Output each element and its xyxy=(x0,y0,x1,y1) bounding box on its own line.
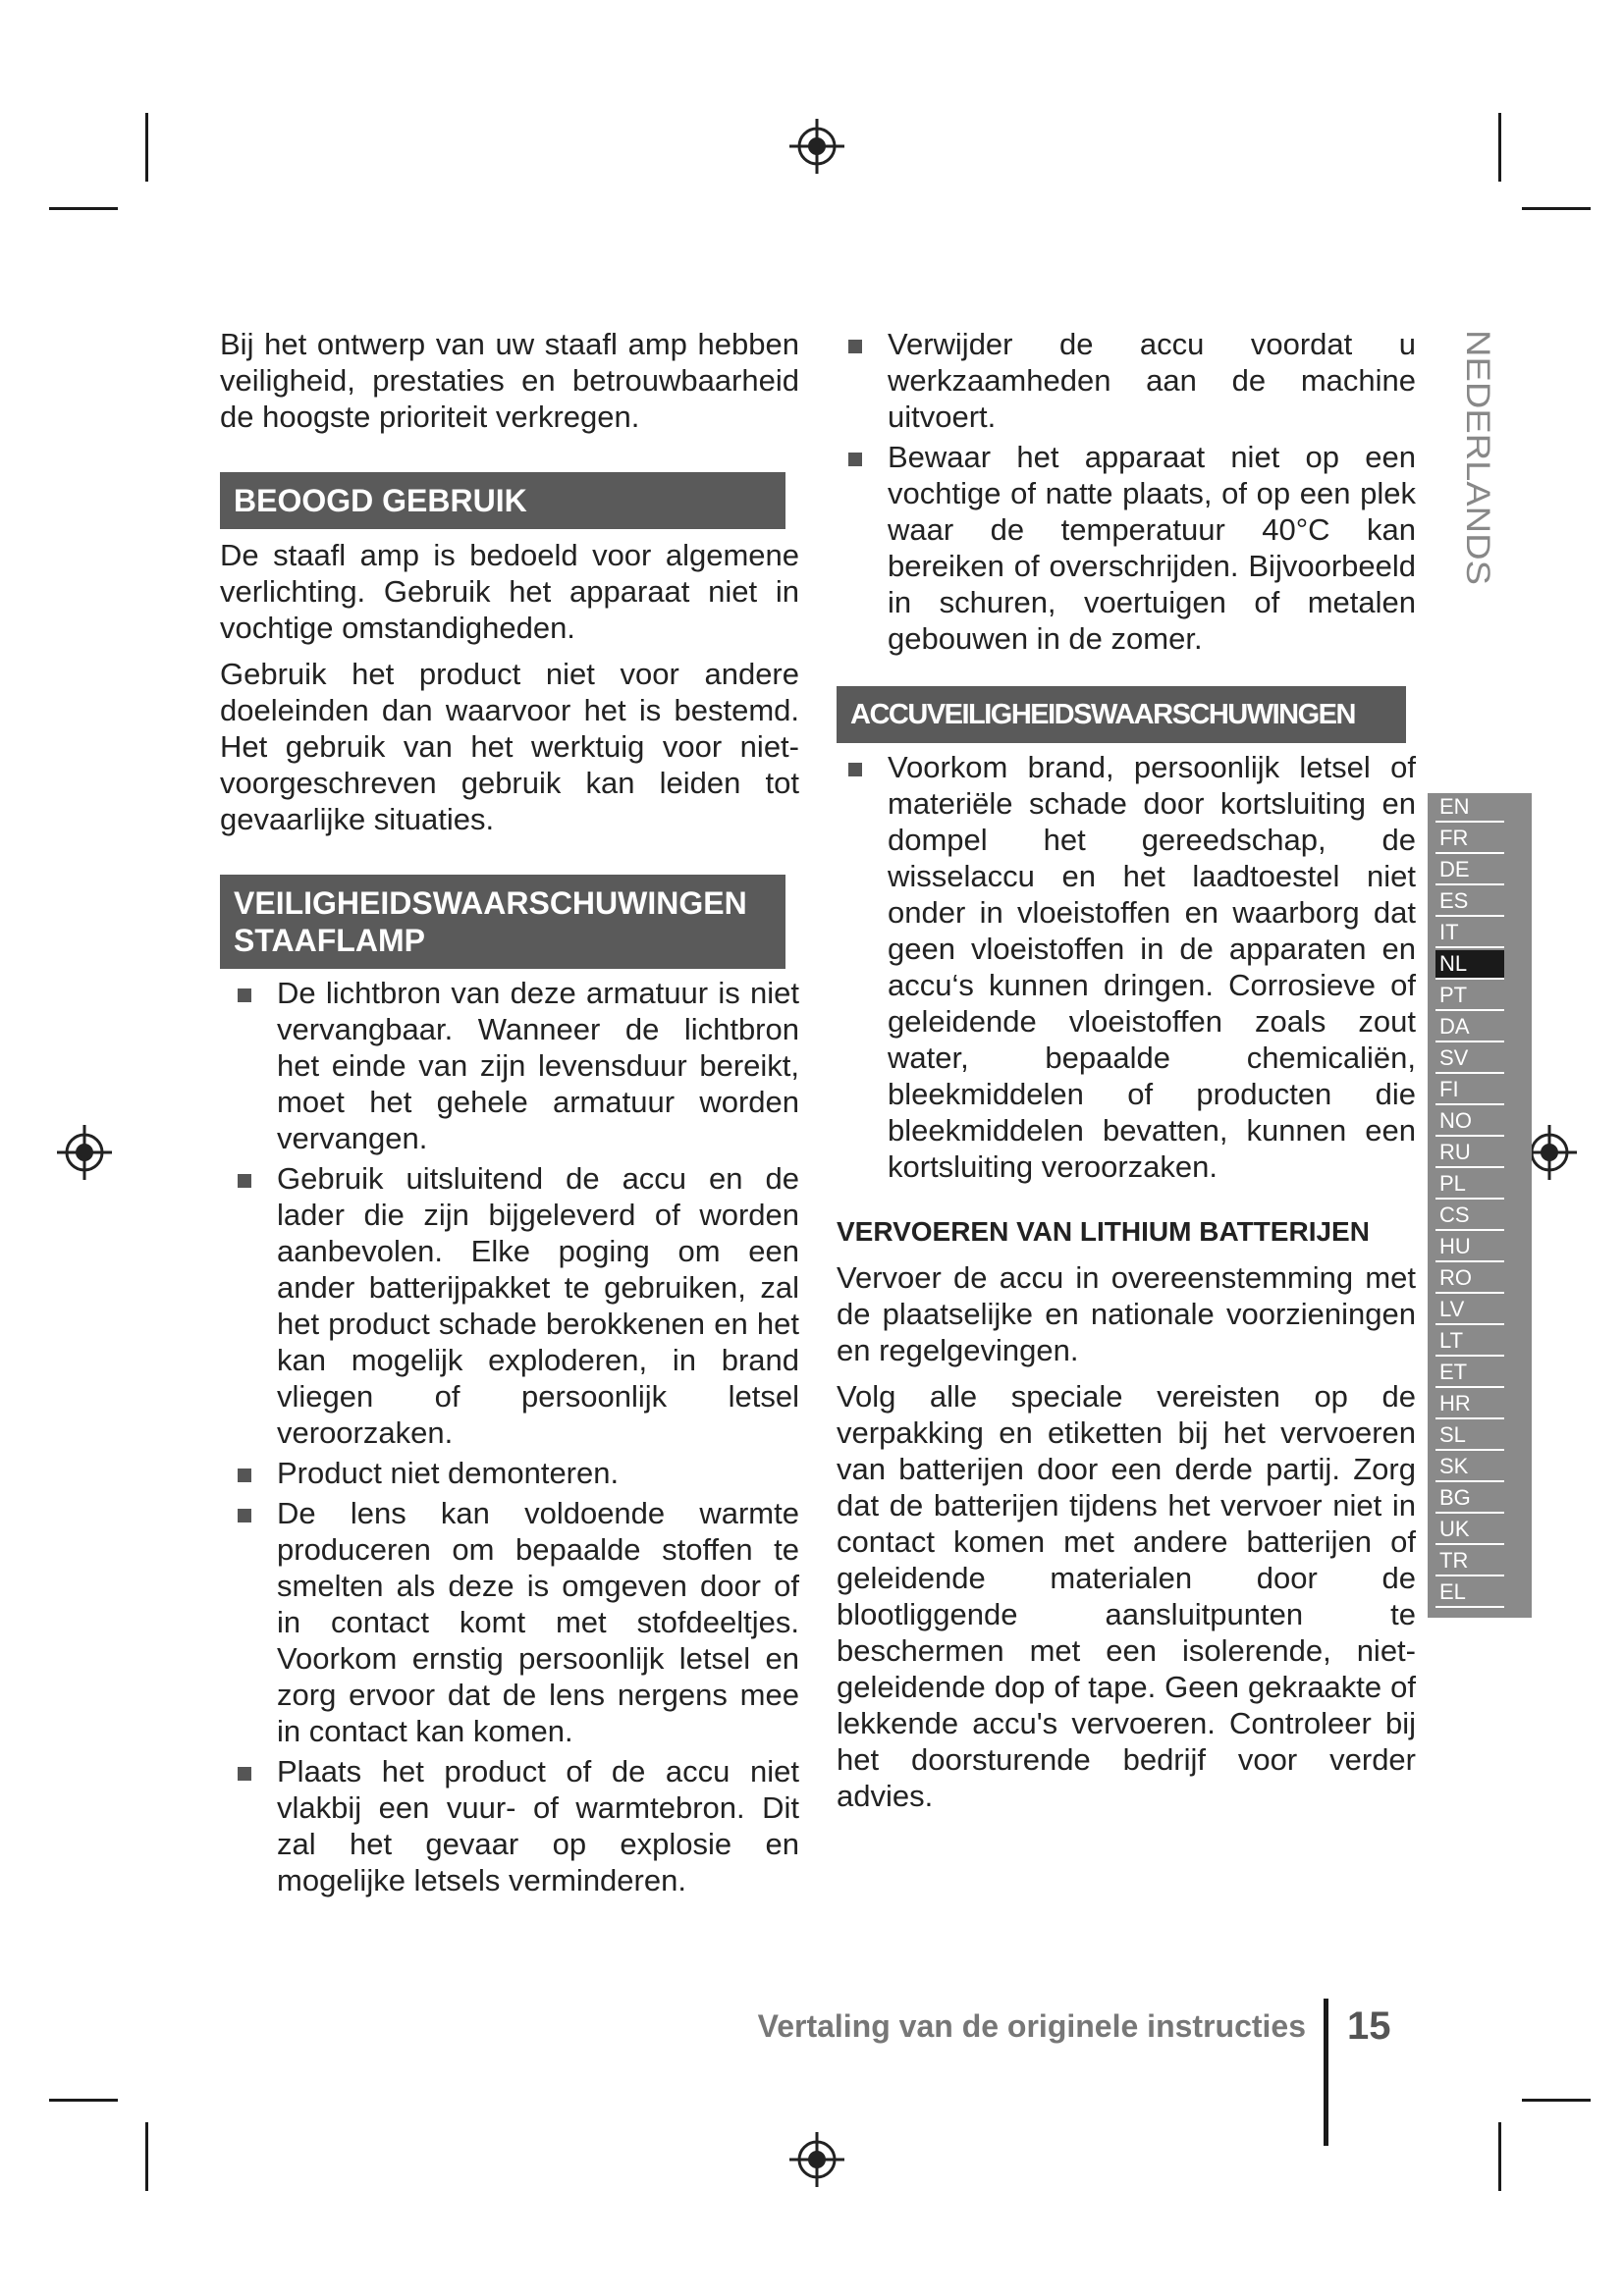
left-column xyxy=(220,326,799,1902)
list-item xyxy=(226,1455,799,1491)
intended-use-paragraph: Gebruik het product niet voor andere doeleinden dan waarvoor het is bestemd. Het gebruik van het werktuig voor niet-voorgeschreven gebruik kan leiden tot gevaarlijke situaties. xyxy=(220,657,799,836)
language-tab-hr[interactable]: HR xyxy=(1435,1390,1504,1419)
lamp-safety-heading xyxy=(220,875,785,969)
language-tab-sv[interactable]: SV xyxy=(1435,1044,1504,1074)
crop-mark xyxy=(1498,2122,1501,2191)
language-tab-ro[interactable]: RO xyxy=(1435,1264,1504,1294)
language-tab-pt[interactable]: PT xyxy=(1435,982,1504,1011)
language-tab-el[interactable]: EL xyxy=(1435,1578,1504,1608)
list-item xyxy=(226,1160,799,1451)
list-item-text: Verwijder de accu voordat u werkzaamheden aan de machine uitvoert. xyxy=(888,327,1416,434)
language-tab-uk[interactable]: UK xyxy=(1435,1516,1504,1545)
list-item xyxy=(837,749,1416,1185)
language-tab-no[interactable]: NO xyxy=(1435,1107,1504,1137)
transport-heading: VERVOEREN VAN LITHIUM BATTERIJEN xyxy=(837,1216,1370,1247)
page-number: 15 xyxy=(1347,2004,1391,2048)
language-tab-lt[interactable]: LT xyxy=(1435,1327,1504,1357)
list-item xyxy=(226,975,799,1156)
language-tab-de[interactable]: DE xyxy=(1435,856,1504,885)
list-item xyxy=(837,326,1416,435)
transport-paragraph: Vervoer de accu in overeenstemming met de plaatselijke en nationale voorzieningen en regelgevingen. xyxy=(837,1260,1416,1367)
language-tab-it[interactable]: IT xyxy=(1435,919,1504,948)
list-item-text: Bewaar het apparaat niet op een vochtige of natte plaats, of op een plek waar de temperatuur 40°C kan bereiken of overschrijden. Bijvoorbeeld in schuren, voertuigen of metalen gebouwen in de zomer. xyxy=(888,440,1416,656)
language-tab-hu[interactable]: HU xyxy=(1435,1233,1504,1262)
list-item xyxy=(226,1753,799,1898)
bullet-square-icon xyxy=(848,763,862,776)
intended-use-paragraph: De staafl amp is bedoeld voor algemene verlichting. Gebruik het apparaat niet in vochtige omstandigheden. xyxy=(220,538,799,645)
language-tab-lv[interactable]: LV xyxy=(1435,1296,1504,1325)
battery-safety-heading: ACCUVEILIGHEIDSWAARSCHUWINGEN xyxy=(837,686,1406,743)
bullet-square-icon xyxy=(238,1174,251,1188)
language-tab-sl[interactable]: SL xyxy=(1435,1421,1504,1451)
crop-mark xyxy=(145,113,148,182)
right-column xyxy=(837,326,1416,1824)
language-tab-bg[interactable]: BG xyxy=(1435,1484,1504,1514)
lamp-safety-heading-line2: STAAFLAMP xyxy=(234,923,425,958)
language-tab-et[interactable]: ET xyxy=(1435,1359,1504,1388)
language-label xyxy=(1432,330,1496,595)
language-tab-sk[interactable]: SK xyxy=(1435,1453,1504,1482)
language-tab-pl[interactable]: PL xyxy=(1435,1170,1504,1200)
language-tab-da[interactable]: DA xyxy=(1435,1013,1504,1042)
intro-paragraph: Bij het ontwerp van uw staafl amp hebben veiligheid, prestaties en betrouwbaarheid de hoogste prioriteit verkregen. xyxy=(220,327,799,434)
crop-mark xyxy=(49,207,118,210)
language-label-text: NEDERLANDS xyxy=(1459,330,1496,559)
bullet-square-icon xyxy=(848,340,862,353)
list-item-text: Voorkom brand, persoonlijk letsel of materiële schade door kortsluiting en dompel het gereedschap, de wisselaccu en het laadtoestel niet onder in vloeistoffen en waarborg dat geen vloeistoffen in de apparaten en accu‘s kunnen dringen. Corrosieve of geleidende vloeistoffen zoals zout water, bepaalde chemicaliën, bleekmiddelen of producten die bleekmiddelen bevatten, kunnen een kortsluiting veroorzaken. xyxy=(888,750,1416,1184)
lamp-safety-list xyxy=(226,975,799,1898)
language-tab-fi[interactable]: FI xyxy=(1435,1076,1504,1105)
storage-list xyxy=(837,326,1416,657)
bullet-square-icon xyxy=(238,1509,251,1522)
crop-mark xyxy=(1498,113,1501,182)
bullet-square-icon xyxy=(848,453,862,466)
list-item xyxy=(837,439,1416,657)
list-item-text: De lens kan voldoende warmte produceren om bepaalde stoffen te smelten als deze is omgeven door of in contact komt met stofdeeltjes. Voorkom ernstig persoonlijk letsel en zorg ervoor dat de lens nergens mee in contact kan komen. xyxy=(277,1496,799,1748)
footer-divider xyxy=(1324,1999,1328,2146)
intended-use-heading: BEOOGD GEBRUIK xyxy=(220,472,785,529)
registration-mark-icon xyxy=(57,1125,112,1180)
list-item xyxy=(226,1495,799,1749)
bullet-square-icon xyxy=(238,1767,251,1781)
crop-mark xyxy=(145,2122,148,2191)
bullet-square-icon xyxy=(238,1468,251,1482)
language-tab-es[interactable]: ES xyxy=(1435,887,1504,917)
list-item-text: Gebruik uitsluitend de accu en de lader die zijn bijgeleverd of worden aanbevolen. Elke poging om een ander batterijpakket te gebruiken, zal het product schade berokkenen en het kan mogelijk exploderen, in brand vliegen of persoonlijk letsel veroorzaken. xyxy=(277,1161,799,1450)
lamp-safety-heading-line1: VEILIGHEIDSWAARSCHUWINGEN xyxy=(234,885,747,921)
language-tab-tr[interactable]: TR xyxy=(1435,1547,1504,1576)
list-item-text: Plaats het product of de accu niet vlakbij een vuur- of warmtebron. Dit zal het gevaar op explosie en mogelijke letsels verminderen. xyxy=(277,1754,799,1897)
language-tab-en[interactable]: EN xyxy=(1435,793,1504,823)
list-item-text: De lichtbron van deze armatuur is niet vervangbaar. Wanneer de lichtbron het einde van zijn levensduur bereikt, moet het gehele armatuur worden vervangen. xyxy=(277,976,799,1155)
language-tab-fr[interactable]: FR xyxy=(1435,825,1504,854)
crop-mark xyxy=(49,2099,118,2102)
transport-paragraph: Volg alle speciale vereisten op de verpakking en etiketten bij het vervoeren van batterijen door een derde partij. Zorg dat de batterijen tijdens het vervoer niet in contact komen met andere batterijen of geleidende materialen door de blootliggende aansluitpunten te beschermen met een isolerende, niet-geleidende dop of tape. Geen gekraakte of lekkende accu's vervoeren. Controleer bij het doorsturende bedrijf voor verder advies. xyxy=(837,1379,1416,1813)
language-tab-cs[interactable]: CS xyxy=(1435,1201,1504,1231)
registration-mark-icon xyxy=(789,119,844,174)
footer-text: Vertaling van de originele instructies xyxy=(757,2008,1306,2044)
registration-mark-icon xyxy=(789,2132,844,2187)
list-item-text: Product niet demonteren. xyxy=(277,1456,620,1490)
crop-mark xyxy=(1522,207,1591,210)
language-tab-nl[interactable]: NL xyxy=(1435,950,1504,980)
crop-mark xyxy=(1522,2099,1591,2102)
language-tab-ru[interactable]: RU xyxy=(1435,1139,1504,1168)
bullet-square-icon xyxy=(238,988,251,1002)
battery-safety-list xyxy=(837,749,1416,1185)
